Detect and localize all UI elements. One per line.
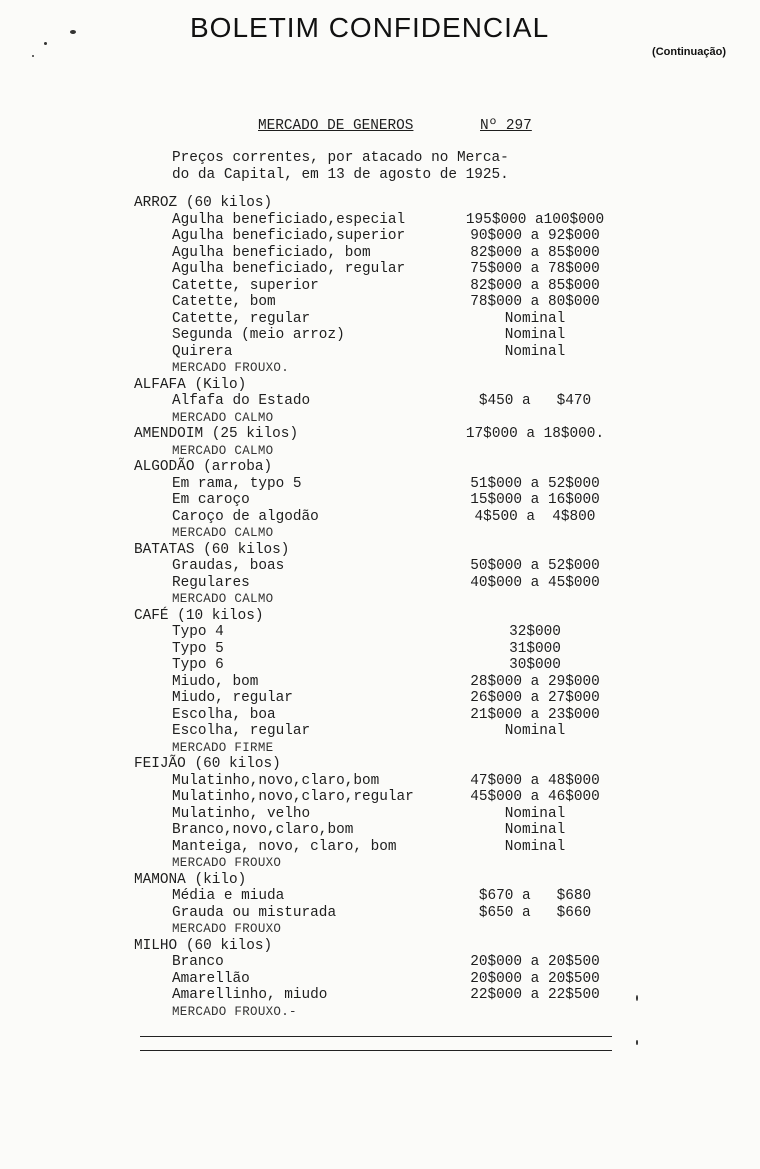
item-price: 31$000 xyxy=(509,640,561,657)
item-label: Mulatinho, velho xyxy=(172,805,311,822)
market-status-row xyxy=(0,591,760,608)
item-price: Nominal xyxy=(504,343,566,360)
item-price: 28$000 a 29$000 xyxy=(470,673,600,690)
market-status-row xyxy=(0,410,760,427)
item-price: Nominal xyxy=(504,822,566,838)
item-row xyxy=(0,690,760,707)
item-label: Catette, regular xyxy=(172,310,311,327)
item-row xyxy=(0,888,760,905)
item-price: 47$000 a 48$000 xyxy=(470,772,600,789)
item-price: 20$000 a 20$500 xyxy=(470,970,600,987)
market-status: MERCADO CALMO xyxy=(172,526,274,540)
item-price: 22$000 a 22$500 xyxy=(470,987,600,1003)
item-label: Typo 6 xyxy=(172,657,224,673)
closing-rule-top xyxy=(140,1036,612,1037)
item-label: Catette, bom xyxy=(172,294,276,310)
category-row xyxy=(0,756,760,773)
item-row xyxy=(0,789,760,806)
item-label: Mulatinho,novo,claro,bom xyxy=(172,772,380,789)
category-label: ARROZ (60 kilos) xyxy=(134,195,273,211)
item-price: 78$000 a 80$000 xyxy=(470,294,600,310)
category-label: ALGODÃO (arroba) xyxy=(134,459,273,475)
market-status: MERCADO FIRME xyxy=(172,740,274,755)
item-price: Nominal xyxy=(504,805,566,822)
item-price: 51$000 a 52$000 xyxy=(470,475,600,492)
intro-line: do da Capital, em 13 de agosto de 1925. xyxy=(172,167,509,183)
item-row xyxy=(0,245,760,262)
market-status-row xyxy=(0,525,760,542)
item-price: 75$000 a 78$000 xyxy=(470,261,600,277)
item-row xyxy=(0,674,760,691)
market-status: MERCADO CALMO xyxy=(172,410,274,425)
item-price: 195$000 a100$000 xyxy=(465,211,605,228)
item-label: Catette, superior xyxy=(172,277,319,294)
item-row xyxy=(0,327,760,344)
item-row xyxy=(0,641,760,658)
scan-speck xyxy=(636,1040,638,1045)
category-label: FEIJÃO (60 kilos) xyxy=(134,756,281,772)
item-price: 40$000 a 45$000 xyxy=(470,574,600,591)
item-label: Média e miuda xyxy=(172,888,285,904)
item-row xyxy=(0,492,760,509)
category-row xyxy=(0,938,760,955)
item-row xyxy=(0,393,760,410)
item-row xyxy=(0,261,760,278)
market-status-row xyxy=(0,855,760,872)
item-row xyxy=(0,311,760,328)
item-price: 45$000 a 46$000 xyxy=(470,789,600,805)
scan-speck xyxy=(70,30,76,34)
item-label: Amarellão xyxy=(172,970,250,987)
item-label: Graudas, boas xyxy=(172,558,285,574)
closing-rule-bottom xyxy=(140,1050,612,1051)
category-row xyxy=(0,459,760,476)
bulletin-number: Nº 297 xyxy=(480,118,532,134)
item-row xyxy=(0,971,760,988)
item-row xyxy=(0,905,760,922)
item-label: Regulares xyxy=(172,574,250,591)
item-price: 50$000 a 52$000 xyxy=(470,558,600,574)
item-price: Nominal xyxy=(504,838,566,855)
item-row xyxy=(0,212,760,229)
market-status-row xyxy=(0,740,760,757)
scan-speck xyxy=(32,55,34,57)
item-row xyxy=(0,806,760,823)
item-label: Miudo, bom xyxy=(172,673,259,690)
market-status: MERCADO FROUXO. xyxy=(172,361,290,375)
item-row xyxy=(0,657,760,674)
category-row xyxy=(0,377,760,394)
category-label: MILHO (60 kilos) xyxy=(134,937,273,954)
item-row xyxy=(0,723,760,740)
item-row xyxy=(0,624,760,641)
item-label: Segunda (meio arroz) xyxy=(172,327,345,343)
item-label: Em caroço xyxy=(172,492,250,508)
item-label: Branco,novo,claro,bom xyxy=(172,822,354,838)
item-price: 30$000 xyxy=(509,657,561,673)
item-row xyxy=(0,707,760,724)
market-status: MERCADO CALMO xyxy=(172,443,274,458)
item-label: Amarellinho, miudo xyxy=(172,987,328,1003)
market-status: MERCADO FROUXO.- xyxy=(172,1004,297,1019)
item-row xyxy=(0,509,760,526)
item-price: 4$500 a 4$800 xyxy=(474,508,596,525)
item-label: Em rama, typo 5 xyxy=(172,475,302,492)
item-price: Nominal xyxy=(504,310,566,327)
item-price: 82$000 a 85$000 xyxy=(470,277,600,294)
section-heading: MERCADO DE GENEROS xyxy=(258,118,414,134)
item-row xyxy=(0,344,760,361)
item-price: 90$000 a 92$000 xyxy=(470,228,600,244)
category-row xyxy=(0,872,760,889)
document-title: BOLETIM CONFIDENCIAL xyxy=(190,12,550,43)
market-status-row xyxy=(0,443,760,460)
item-row xyxy=(0,575,760,592)
category-label: ALFAFA (Kilo) xyxy=(134,376,247,393)
item-label: Typo 5 xyxy=(172,640,224,657)
item-label: Agulha beneficiado,superior xyxy=(172,228,406,244)
item-label: Grauda ou misturada xyxy=(172,904,337,921)
item-label: Escolha, regular xyxy=(172,723,311,739)
market-status: MERCADO CALMO xyxy=(172,592,274,606)
market-status: MERCADO FROUXO xyxy=(172,856,282,870)
item-label: Alfafa do Estado xyxy=(172,393,311,409)
category-label: BATATAS (60 kilos) xyxy=(134,541,290,558)
item-row xyxy=(0,773,760,790)
category-row xyxy=(0,542,760,559)
category-label: MAMONA (kilo) xyxy=(134,871,247,888)
category-label: CAFÉ (10 kilos) xyxy=(134,607,264,624)
category-label: AMENDOIM (25 kilos) xyxy=(134,426,299,442)
item-label: Branco xyxy=(172,954,224,970)
item-row xyxy=(0,839,760,856)
item-row xyxy=(0,558,760,575)
item-row xyxy=(0,954,760,971)
item-row xyxy=(0,228,760,245)
item-label: Agulha beneficiado, bom xyxy=(172,244,371,261)
category-row xyxy=(0,608,760,625)
scan-speck xyxy=(636,995,638,1001)
market-status: MERCADO FROUXO xyxy=(172,922,282,936)
item-price: $650 a $660 xyxy=(478,904,592,921)
item-label: Agulha beneficiado, regular xyxy=(172,261,406,277)
item-price: Nominal xyxy=(504,723,566,739)
item-row xyxy=(0,987,760,1004)
item-price: Nominal xyxy=(504,327,566,343)
item-label: Mulatinho,novo,claro,regular xyxy=(172,789,414,805)
market-status-row xyxy=(0,360,760,377)
item-label: Caroço de algodão xyxy=(172,508,319,525)
item-label: Escolha, boa xyxy=(172,706,276,723)
item-price: 21$000 a 23$000 xyxy=(470,706,600,723)
item-row xyxy=(0,278,760,295)
item-label: Manteiga, novo, claro, bom xyxy=(172,838,397,855)
category-row xyxy=(0,195,760,212)
item-row xyxy=(0,476,760,493)
item-label: Agulha beneficiado,especial xyxy=(172,211,406,228)
item-row xyxy=(0,294,760,311)
price-listing xyxy=(0,195,760,1020)
item-price: 20$000 a 20$500 xyxy=(470,954,600,970)
item-price: 17$000 a 18$000. xyxy=(465,426,605,442)
intro-paragraph xyxy=(172,150,612,184)
market-status-row xyxy=(0,1004,760,1021)
item-price: 15$000 a 16$000 xyxy=(470,492,600,508)
item-row xyxy=(0,822,760,839)
item-label: Typo 4 xyxy=(172,624,224,640)
item-label: Quirera xyxy=(172,343,233,360)
item-price: $670 a $680 xyxy=(478,888,592,904)
intro-line: Preços correntes, por atacado no Merca- xyxy=(172,150,509,166)
continuation-note: (Continuação) xyxy=(652,46,726,58)
item-price: 82$000 a 85$000 xyxy=(470,244,600,261)
item-price: 32$000 xyxy=(509,624,561,640)
market-status-row xyxy=(0,921,760,938)
scan-speck xyxy=(44,42,47,45)
item-price: 26$000 a 27$000 xyxy=(470,690,600,706)
item-label: Miudo, regular xyxy=(172,690,293,706)
item-price: $450 a $470 xyxy=(478,393,592,409)
category-row xyxy=(0,426,760,443)
